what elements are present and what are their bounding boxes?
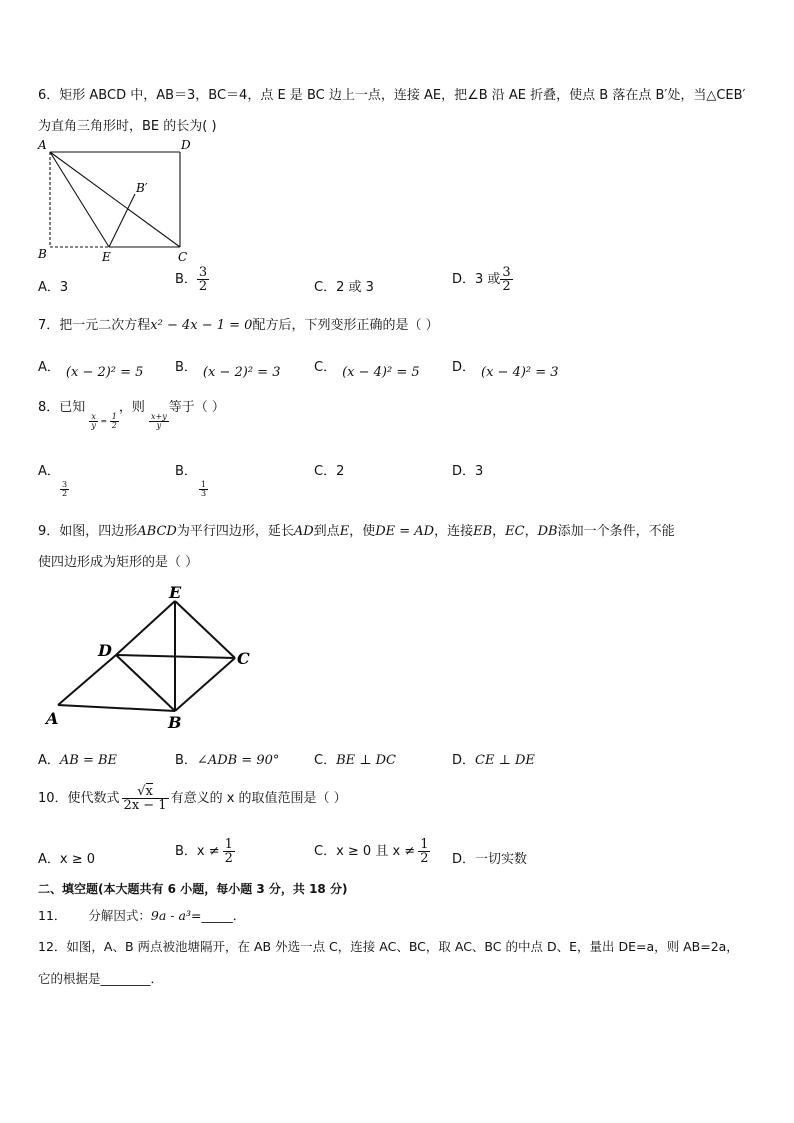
sqrt-symbol: √	[137, 784, 146, 799]
q10-stem: 10．使代数式 $\frac{√x}{2x - 1}$ 有意义的 x 的取值范围是（ ）	[38, 784, 347, 813]
q9-edge-ad	[58, 655, 116, 705]
q6-rectangle-figure	[30, 134, 205, 264]
q10-option-b: B．x ≠ $\frac{1}{2}$	[175, 837, 233, 866]
q7-option-c: C． (x − 4)² = 5	[314, 360, 420, 380]
q10-option-a: A．x ≥ 0	[38, 852, 96, 867]
q9-parallelogram-figure	[40, 578, 270, 738]
q9-option-d: D．CE ⊥ DE	[452, 753, 535, 768]
q6-stem-line2: 为直角三角形时，BE 的长为( )	[38, 119, 217, 134]
q9-stem-line1: 9．如图，四边形ABCD为平行四边形，延长AD到点E，使DE = AD，连接EB，EC，DB添加一个条件，不能	[38, 524, 675, 539]
q6-label-e: E	[102, 250, 111, 264]
q9-option-b: B．∠ADB = 90°	[175, 753, 280, 768]
q6-label-b: B	[38, 247, 47, 261]
q9-label-e: E	[169, 583, 182, 602]
q6-label-a: A	[38, 138, 47, 152]
q6-stem-line1: 6．矩形 ABCD 中，AB＝3，BC＝4，点 E 是 BC 边上一点，连接 AE，把∠B 沿 AE 折叠，使点 B 落在点 B′处，当△CEB′	[38, 88, 746, 103]
q8-stem: 8．已知 $\frac{x}{y}$ = $\frac{1}{2}$ ，则 $\frac{x+y}{y}$ 等于（ ）	[38, 400, 225, 430]
q6-label-b1: B′	[136, 181, 148, 195]
q6-line-ac	[50, 152, 180, 247]
q9-stem-line2: 使四边形成为矩形的是（ ）	[38, 555, 199, 570]
section-fill-in-blank-heading: 二、填空题(本大题共有 6 小题，每小题 3 分，共 18 分)	[38, 882, 348, 896]
q8-option-c: C．2	[314, 464, 345, 479]
q9-edge-cb	[175, 658, 235, 711]
q9-option-c: C．BE ⊥ DC	[314, 753, 396, 768]
q6-option-c: C．2 或 3	[314, 280, 374, 295]
q6-option-d: D．3 或 $\frac{3}{2}$	[452, 265, 511, 294]
q6-option-a: A．3	[38, 280, 69, 295]
q6-line-eb1	[109, 194, 135, 247]
q10-option-d: D．一切实数	[452, 852, 528, 867]
q9-label-b: B	[168, 713, 182, 732]
q9-label-c: C	[237, 649, 250, 668]
q6-label-d: D	[181, 138, 191, 152]
q8-option-b: B． $\frac{1}{3}$	[175, 464, 207, 498]
q9-label-d: D	[98, 641, 112, 660]
q7-option-b: B． (x − 2)² = 3	[175, 360, 281, 380]
q9-edge-de	[116, 601, 175, 655]
q9-label-a: A	[46, 709, 59, 728]
q12-stem-line1: 12．如图，A、B 两点被池塘隔开，在 AB 外选一点 C，连接 AC、BC，取 AC、BC 的中点 D、E，量出 DE=a，则 AB=2a，	[38, 939, 739, 954]
q11-stem: 11． 分解因式：9a - a³=_____．	[38, 908, 246, 923]
q7-option-d: D． (x − 4)² = 3	[452, 360, 559, 380]
q6-line-ae	[50, 152, 109, 247]
q8-option-d: D．3	[452, 464, 484, 479]
q9-edge-ec	[175, 601, 235, 658]
q6-option-b: B． $\frac{3}{2}$	[175, 265, 208, 294]
q12-stem-line2: 它的根据是________．	[38, 971, 164, 986]
q6-label-c: C	[178, 250, 188, 264]
q9-line-db	[116, 655, 175, 711]
q7-option-a: A． (x − 2)² = 5	[38, 360, 144, 380]
q8-option-a: A． $\frac{3}{2}$	[38, 464, 68, 498]
q10-option-c: C．x ≥ 0 且 x ≠ $\frac{1}{2}$	[314, 837, 429, 866]
q9-edge-ab	[58, 705, 175, 711]
q9-option-a: A．AB = BE	[38, 753, 118, 768]
q7-stem: 7．把一元二次方程x² − 4x − 1 = 0配方后，下列变形正确的是（ ）	[38, 318, 439, 333]
